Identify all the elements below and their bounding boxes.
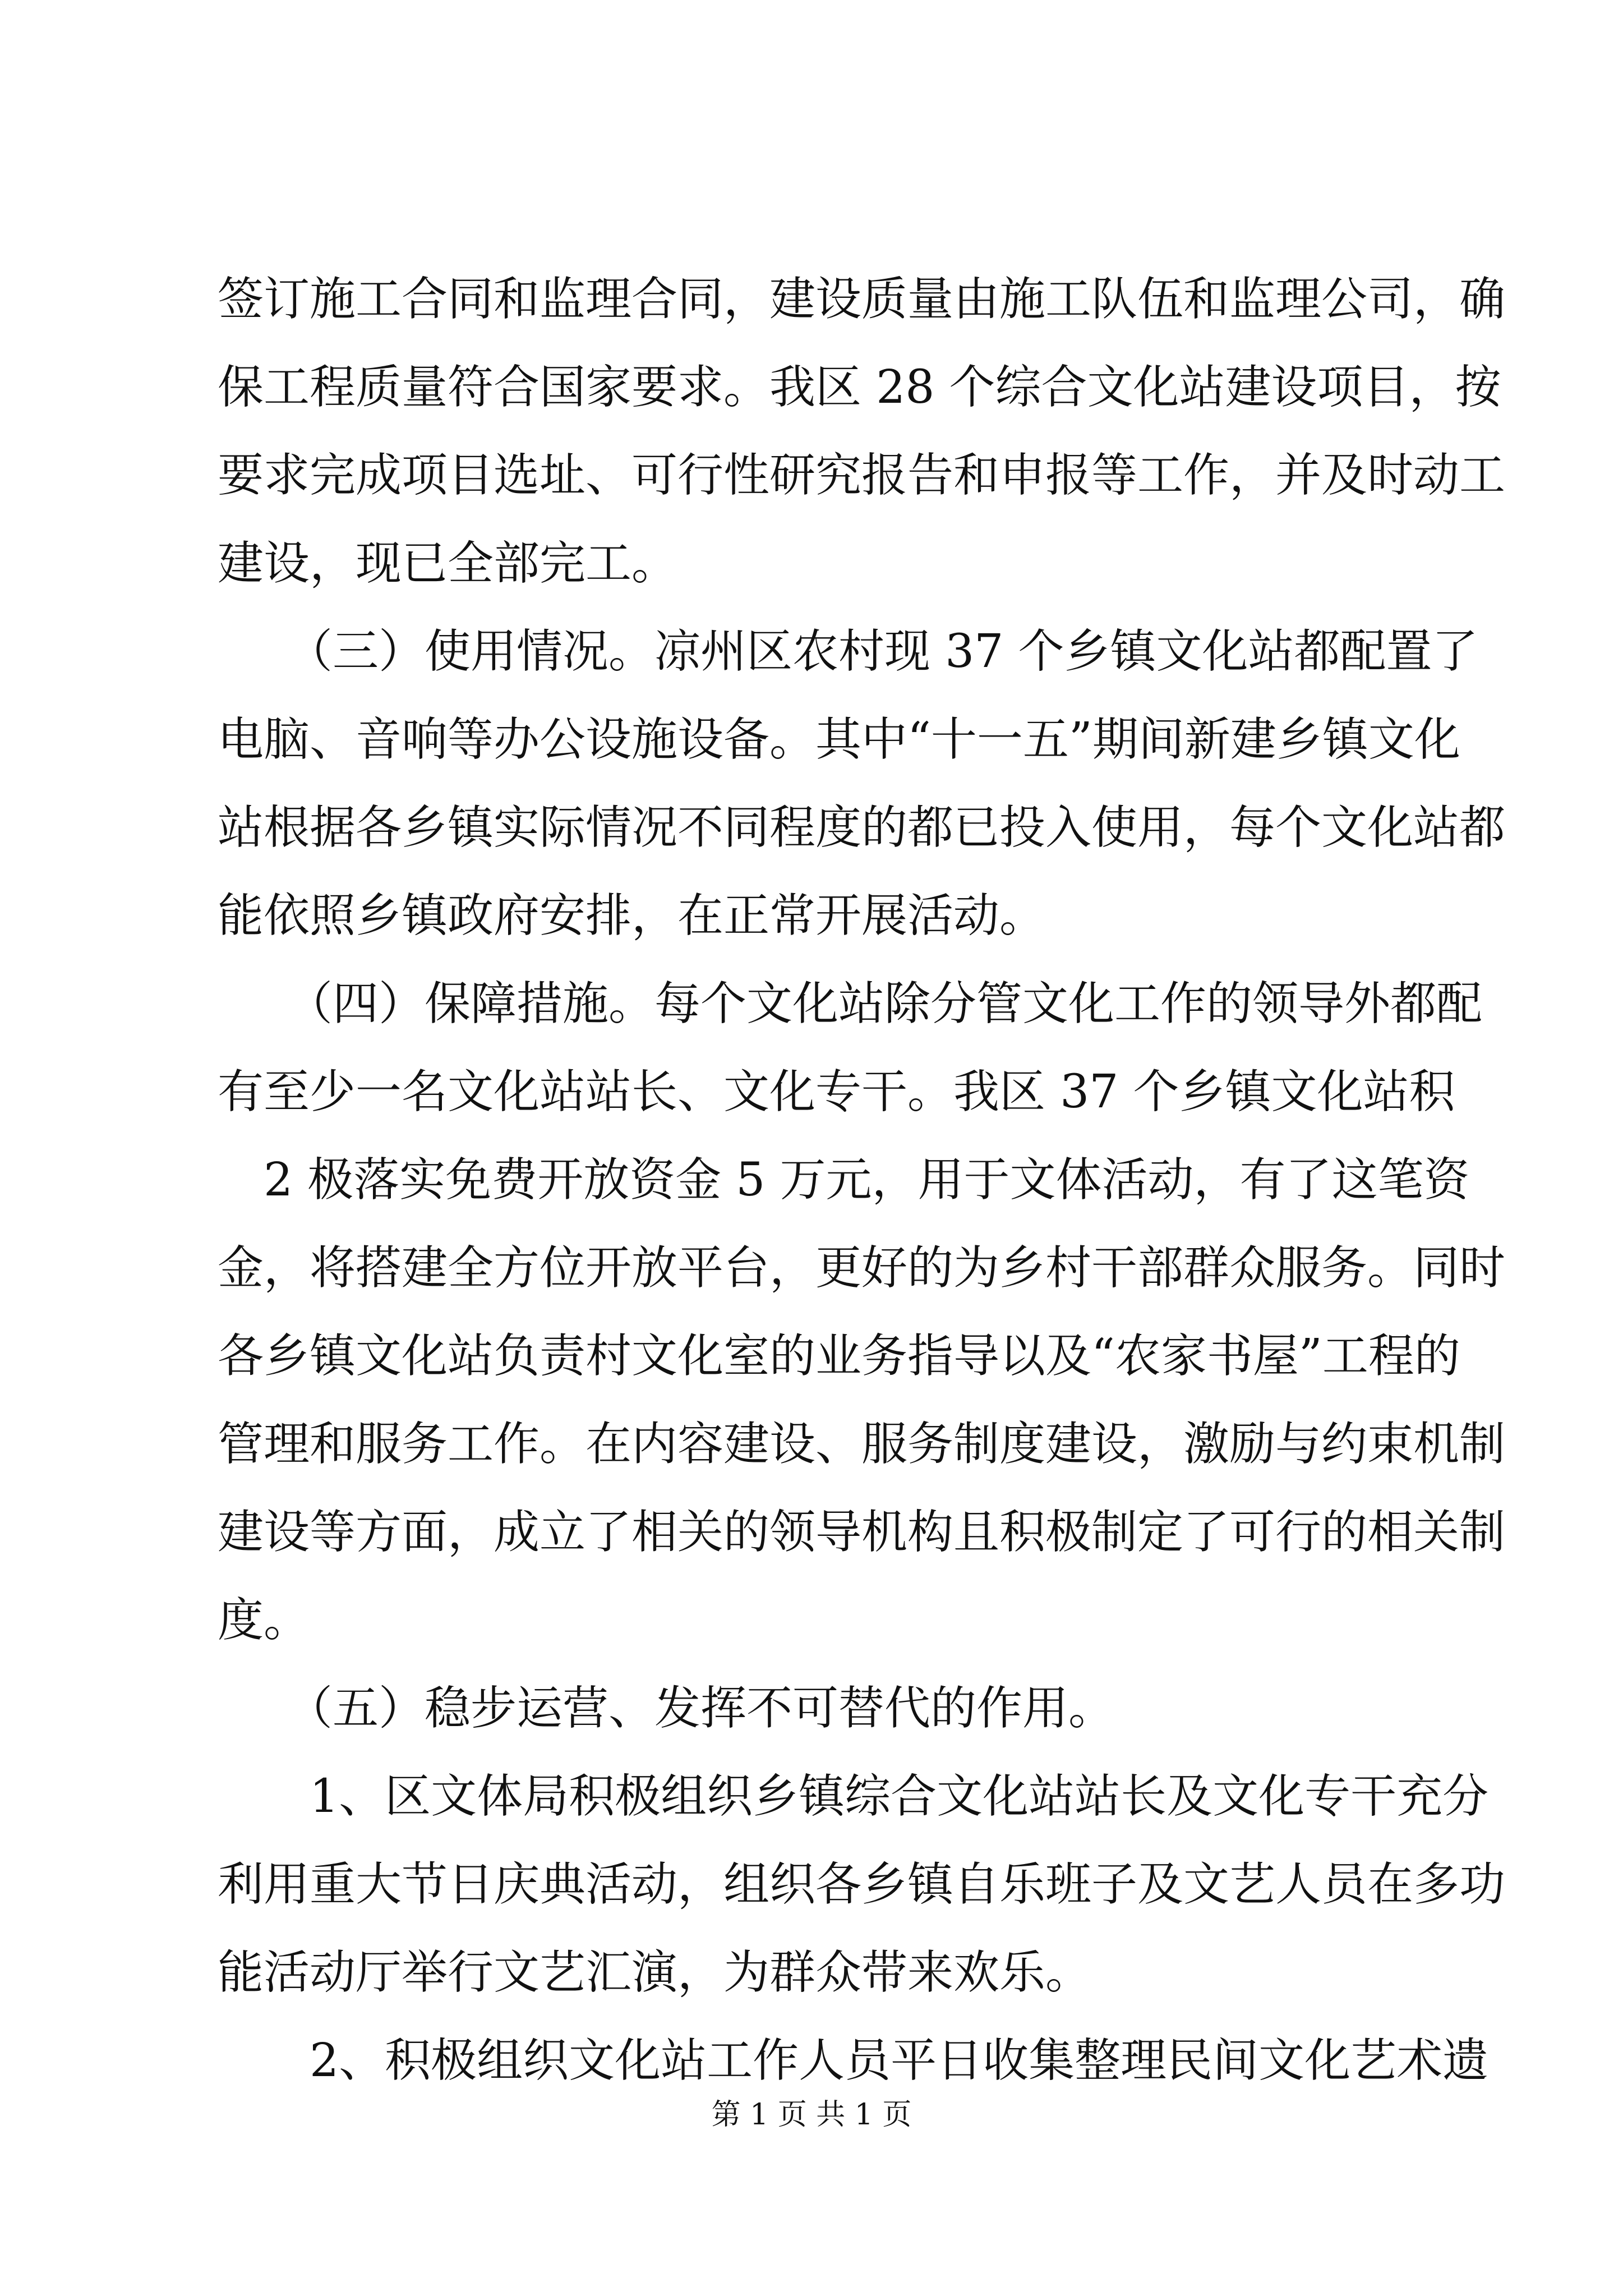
text-line: 建设，现已全部完工。 [218,537,678,590]
text-line: 1、区文体局积极组织乡镇综合文化站站长及文化专干充分 [218,1770,1489,1823]
text-line: 利用重大节日庆典活动，组织各乡镇自乐班子及文艺人员在多功 [218,1858,1506,1911]
text-line: 建设等方面，成立了相关的领导机构且积极制定了可行的相关制 [218,1506,1506,1559]
text-line: 站根据各乡镇实际情况不同程度的都已投入使用，每个文化站都 [218,801,1506,854]
text-line: 2 极落实免费开放资金 5 万元，用于文体活动，有了这笔资 [218,1153,1470,1207]
page-number-footer: 第 1 页 共 1 页 [711,2098,912,2132]
text-line: 度。 [218,1594,310,1647]
text-line: 有至少一名文化站站长、文化专干。我区 37 个乡镇文化站积 [218,1065,1455,1119]
body-text [218,255,1506,2105]
text-line: 签订施工合同和监理合同，建设质量由施工队伍和监理公司，确 [218,273,1506,326]
text-line: 各乡镇文化站负责村文化室的业务指导以及“农家书屋”工程的 [218,1329,1460,1383]
text-line: 保工程质量符合国家要求。我区 28 个综合文化站建设项目，按 [218,361,1501,414]
text-line: 能活动厅举行文艺汇演，为群众带来欢乐。 [218,1946,1092,1999]
text-line: 要求完成项目选址、可行性研究报告和申报等工作，并及时动工 [218,449,1506,502]
text-line: 管理和服务工作。在内容建设、服务制度建设，激励与约束机制 [218,1418,1506,1471]
text-line: 金，将搭建全方位开放平台，更好的为乡村干部群众服务。同时 [218,1241,1506,1295]
text-line: （五）稳步运营、发挥不可替代的作用。 [218,1682,1115,1735]
text-line: 能依照乡镇政府安排，在正常开展活动。 [218,889,1046,942]
text-line: （四）保障措施。每个文化站除分管文化工作的领导外都配 [218,977,1483,1030]
text-line: （三）使用情况。凉州区农村现 37 个乡镇文化站都配置了 [218,625,1478,678]
text-line: 电脑、音响等办公设施设备。其中“十一五”期间新建乡镇文化 [218,713,1460,766]
text-line: 2、积极组织文化站工作人员平日收集整理民间文化艺术遗 [218,2034,1489,2087]
